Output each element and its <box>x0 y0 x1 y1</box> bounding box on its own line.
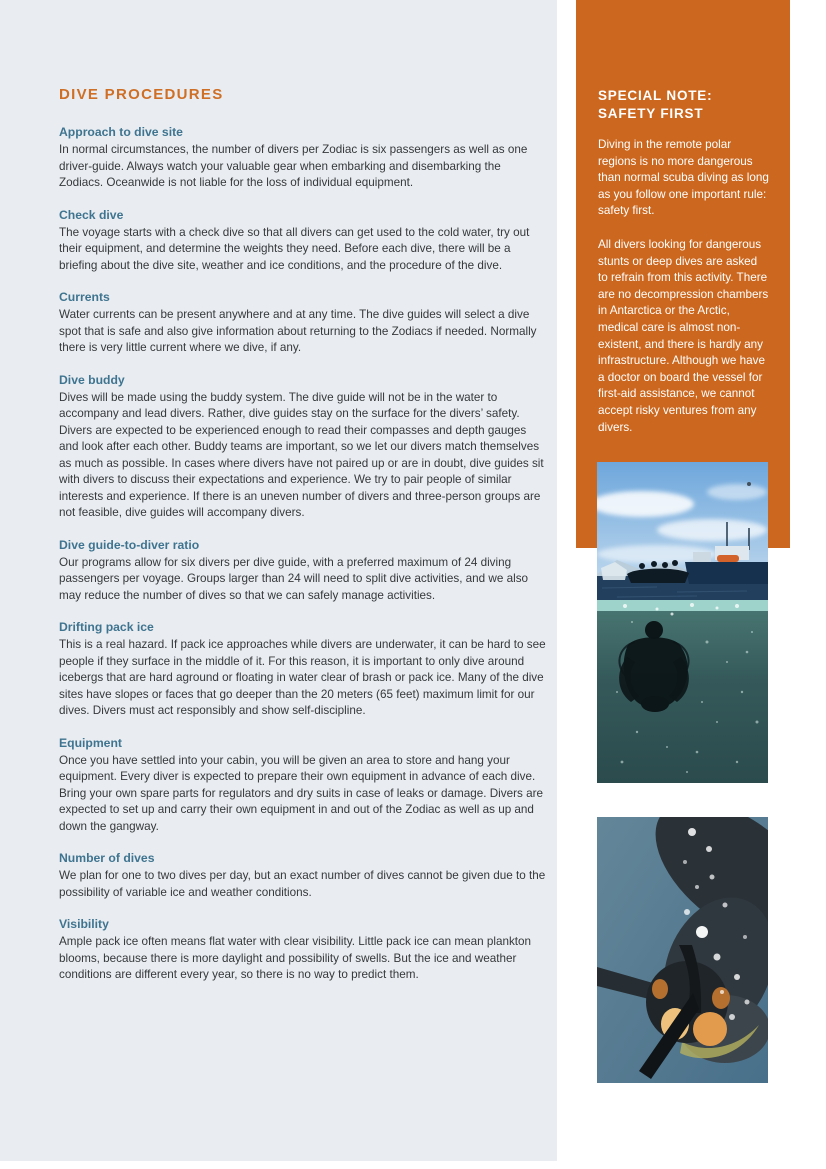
section-dive-guide-to-diver-ratio <box>59 537 548 605</box>
section-heading: Equipment <box>59 735 122 750</box>
section-body: Ample pack ice often means flat water with clear visibility. Little pack ice can mean plankton blooms, because there is more daylight and possibility of swells. But the ice and weather conditions are different every year, so there is no way to predict them. <box>59 935 532 981</box>
photo-king-penguin-underwater <box>597 817 768 1083</box>
section-approach-to-dive-site <box>59 124 548 192</box>
section-heading: Approach to dive site <box>59 125 183 139</box>
section-body: Once you have settled into your cabin, you will be given an area to store and hang your equipment. Every diver is expected to prepare their own equipment in advance of each dive. Bring your own spare parts for regulators and dry suits in case of leaks or damage. Divers are expected to set up and carry their own equipment in and out of the Zodiac as well as up and down the gangway. <box>59 753 543 833</box>
section-number-of-dives <box>59 850 548 901</box>
section-body: Dives will be made using the buddy system. The dive guide will not be in the water to accompany and lead divers. Rather, dive guides stay on the surface for the divers’ safety. Divers are expected to be experienced enough to read their compasses and depth gauges and look after each other. Buddy teams are important, so we let our divers match themselves as much as possible. In cases where divers have not paired up or are in doubt, dive guides sit with divers to discuss their expectations and experience. We try to pair people of similar interests and experience. If there is an uneven number of divers and three-person groups are not feasible, dive guides will accompany divers. <box>59 390 544 519</box>
safety-note-title-line1: SPECIAL NOTE: <box>598 88 713 103</box>
section-visibility <box>59 916 548 984</box>
section-body: The voyage starts with a check dive so that all divers can get used to the cold water, try out their equipment, and determine the weights they need. Before each dive, there will be a briefing about the dive site, weather and ice conditions, and the procedure of the dive. <box>59 225 530 272</box>
section-body: Our programs allow for six divers per dive guide, with a preferred maximum of 24 diving passengers per voyage. Groups larger than 24 will need to split dive activities, and we also may reduce the number of dives so that we can safely manage activities. <box>59 555 529 602</box>
section-body: In normal circumstances, the number of divers per Zodiac is six passengers as well as one driver-guide. Always watch your valuable gear when embarking and disembarking the Zodiacs. Oceanwide is not liable for the loss of individual equipment. <box>59 143 528 189</box>
section-currents <box>59 289 548 357</box>
section-heading: Drifting pack ice <box>59 620 154 634</box>
photo-divers-zodiac-ship-art <box>597 462 768 783</box>
safety-note-paragraph: All divers looking for dangerous stunts or deep dives are asked to refrain from this activity. There are no decompression chambers in Antarctica or the Arctic, medical care is almost non-existent, and there is hardly any infrastructure. Although we have a doctor on board the vessel for first-aid assistance, we cannot accept risky ventures from any divers. <box>598 237 769 434</box>
section-heading: Number of dives <box>59 851 155 865</box>
section-heading: Visibility <box>59 917 109 931</box>
section-body: We plan for one to two dives per day, but an exact number of dives cannot be given due to the possibility of variable ice and weather conditions. <box>59 869 546 899</box>
section-drifting-pack-ice <box>59 619 548 720</box>
section-check-dive <box>59 207 548 275</box>
section-equipment <box>59 735 548 836</box>
section-body: This is a real hazard. If pack ice approaches while divers are underwater, it can be hard to see people if they surface in the middle of it. For this reason, it is important to only dive around icebergs that are hard aground or floating in water clear of brash or pack ice. Many of the dive sites have slopes or faces that go deeper than the 20 meters (65 feet) maximum limit for our dives. Divers must act responsibly and show self-discipline. <box>59 638 546 717</box>
safety-note-title-line2: SAFETY FIRST <box>598 106 704 121</box>
section-dive-buddy <box>59 372 548 522</box>
section-heading: Dive guide-to-diver ratio <box>59 537 200 552</box>
section-heading: Check dive <box>59 207 124 222</box>
section-heading: Currents <box>59 290 110 304</box>
page-title: DIVE PROCEDURES <box>59 86 224 103</box>
safety-note-title <box>598 87 770 123</box>
photo-king-penguin-art <box>597 817 768 1083</box>
section-heading: Dive buddy <box>59 372 125 387</box>
section-body: Water currents can be present anywhere and at any time. The dive guides will select a dive spot that is safe and also give information about returning to the Zodiacs if needed. Normally there is very little current where we dive, if any. <box>59 308 537 354</box>
main-content <box>59 86 548 999</box>
safety-note-paragraph: Diving in the remote polar regions is no more dangerous than normal scuba diving as long as you follow one important rule: safety first. <box>598 138 769 218</box>
photo-divers-zodiac-ship <box>597 462 768 783</box>
